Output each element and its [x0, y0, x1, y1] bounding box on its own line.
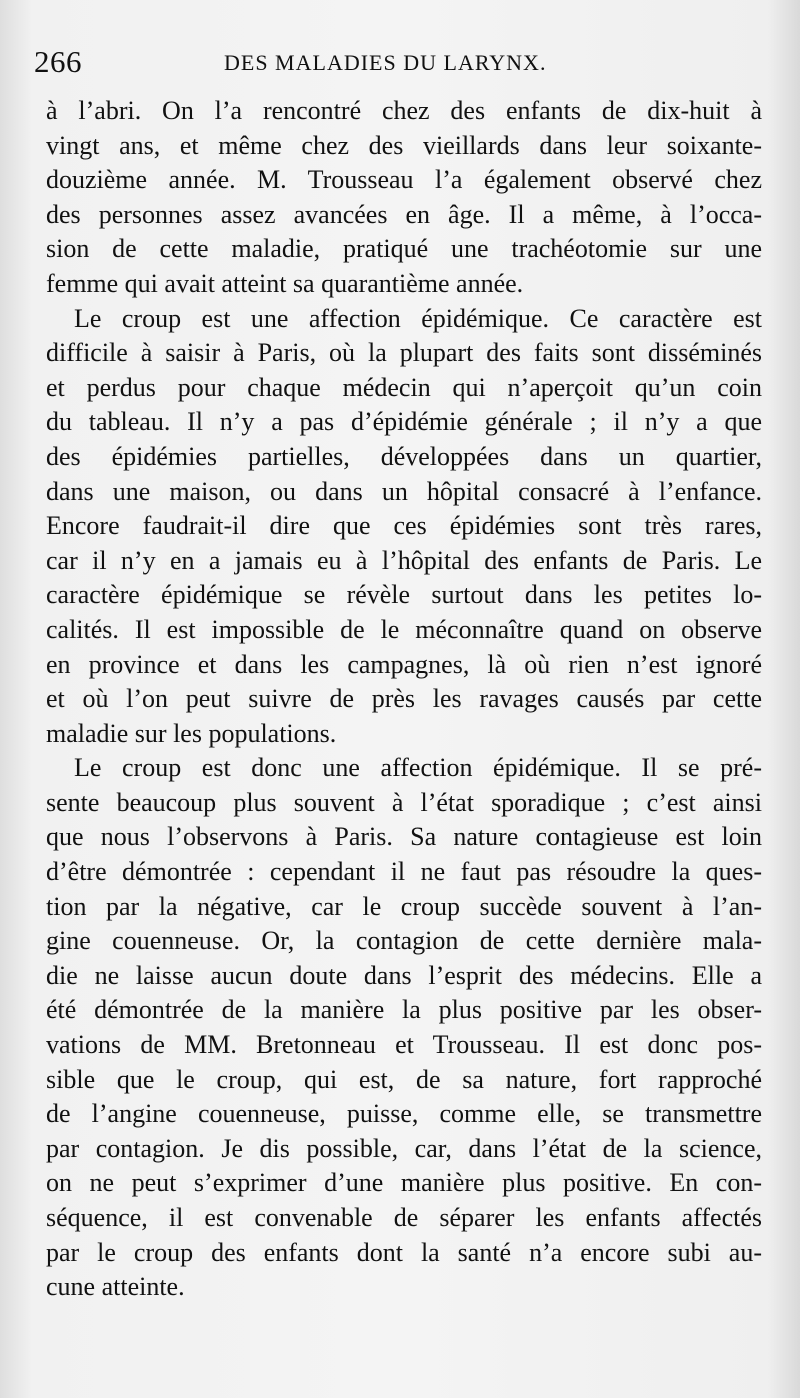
text-line: gine couenneuse. Or, la contagion de cette dernière mala- — [46, 926, 762, 956]
text-line: Le croup est donc une affection épidémique. Il se pré- — [74, 753, 762, 783]
text-line: vations de MM. Bretonneau et Trousseau. Il est donc pos- — [46, 1030, 762, 1060]
text-line: sible que le croup, qui est, de sa nature, fort rapproché — [46, 1064, 762, 1094]
text-line: maladie sur les populations. — [46, 718, 337, 748]
text-line: de l’angine couenneuse, puisse, comme elle, se transmettre — [46, 1099, 762, 1129]
text-line: die ne laisse aucun doute dans l’esprit des médecins. Elle a — [46, 960, 762, 990]
text-line: difficile à saisir à Paris, où la plupart des faits sont disséminés — [46, 338, 762, 368]
text-line: que nous l’observons à Paris. Sa nature contagieuse est loin — [46, 822, 762, 852]
text-line: des épidémies partielles, développées dans un quartier, — [46, 441, 762, 471]
text-line: par le croup des enfants dont la santé n’a encore subi au- — [46, 1237, 762, 1267]
text-line: à l’abri. On l’a rencontré chez des enfants de dix-huit à — [46, 96, 762, 125]
text-line: Encore faudrait-il dire que ces épidémies sont très rares, — [46, 511, 762, 541]
text-line: on ne peut s’exprimer d’une manière plus positive. En con- — [46, 1168, 762, 1198]
text-line: dans une maison, ou dans un hôpital consacré à l’enfance. — [46, 476, 762, 506]
text-line: caractère épidémique se révèle surtout dans les petites lo- — [46, 580, 762, 610]
text-line: et perdus pour chaque médecin qui n’aperçoit qu’un coin — [46, 372, 762, 402]
text-line: du tableau. Il n’y a pas d’épidémie générale ; il n’y a que — [46, 407, 762, 437]
page-number: 266 — [34, 44, 82, 79]
text-line: sion de cette maladie, pratiqué une trachéotomie sur une — [46, 234, 762, 264]
paragraph — [46, 94, 762, 302]
text-line: femme qui avait atteint sa quarantième année. — [46, 268, 524, 298]
text-line: par contagion. Je dis possible, car, dans l’état de la science, — [46, 1133, 762, 1163]
text-line: séquence, il est convenable de séparer les enfants affectés — [46, 1203, 762, 1232]
text-line: tion par la négative, car le croup succède souvent à l’an- — [46, 891, 762, 921]
text-line: calités. Il est impossible de le méconnaître quand on observe — [46, 614, 762, 644]
paragraph — [46, 751, 762, 1305]
running-head — [34, 44, 760, 84]
text-line: d’être démontrée : cependant il ne faut pas résoudre la ques- — [46, 857, 762, 887]
paragraph — [46, 302, 762, 752]
text-body — [46, 94, 762, 1305]
text-line: douzième année. M. Trousseau l’a également observé chez — [46, 165, 762, 195]
text-line: sente beaucoup plus souvent à l’état sporadique ; c’est ainsi — [46, 787, 762, 817]
text-line: été démontrée de la manière la plus positive par les obser- — [46, 995, 762, 1025]
text-line: en province et dans les campagnes, là où rien n’est ignoré — [46, 649, 762, 679]
text-line: Le croup est une affection épidémique. Ce caractère est — [74, 303, 762, 333]
text-line: cune atteinte. — [46, 1272, 185, 1302]
text-line: car il n’y en a jamais eu à l’hôpital des enfants de Paris. Le — [46, 545, 762, 575]
running-title: DES MALADIES DU LARYNX. — [224, 50, 547, 75]
text-line: et où l’on peut suivre de près les ravages causés par cette — [46, 684, 762, 714]
text-line: des personnes assez avancées en âge. Il a même, à l’occa- — [46, 199, 762, 229]
text-line: vingt ans, et même chez des vieillards dans leur soixante- — [46, 130, 762, 160]
